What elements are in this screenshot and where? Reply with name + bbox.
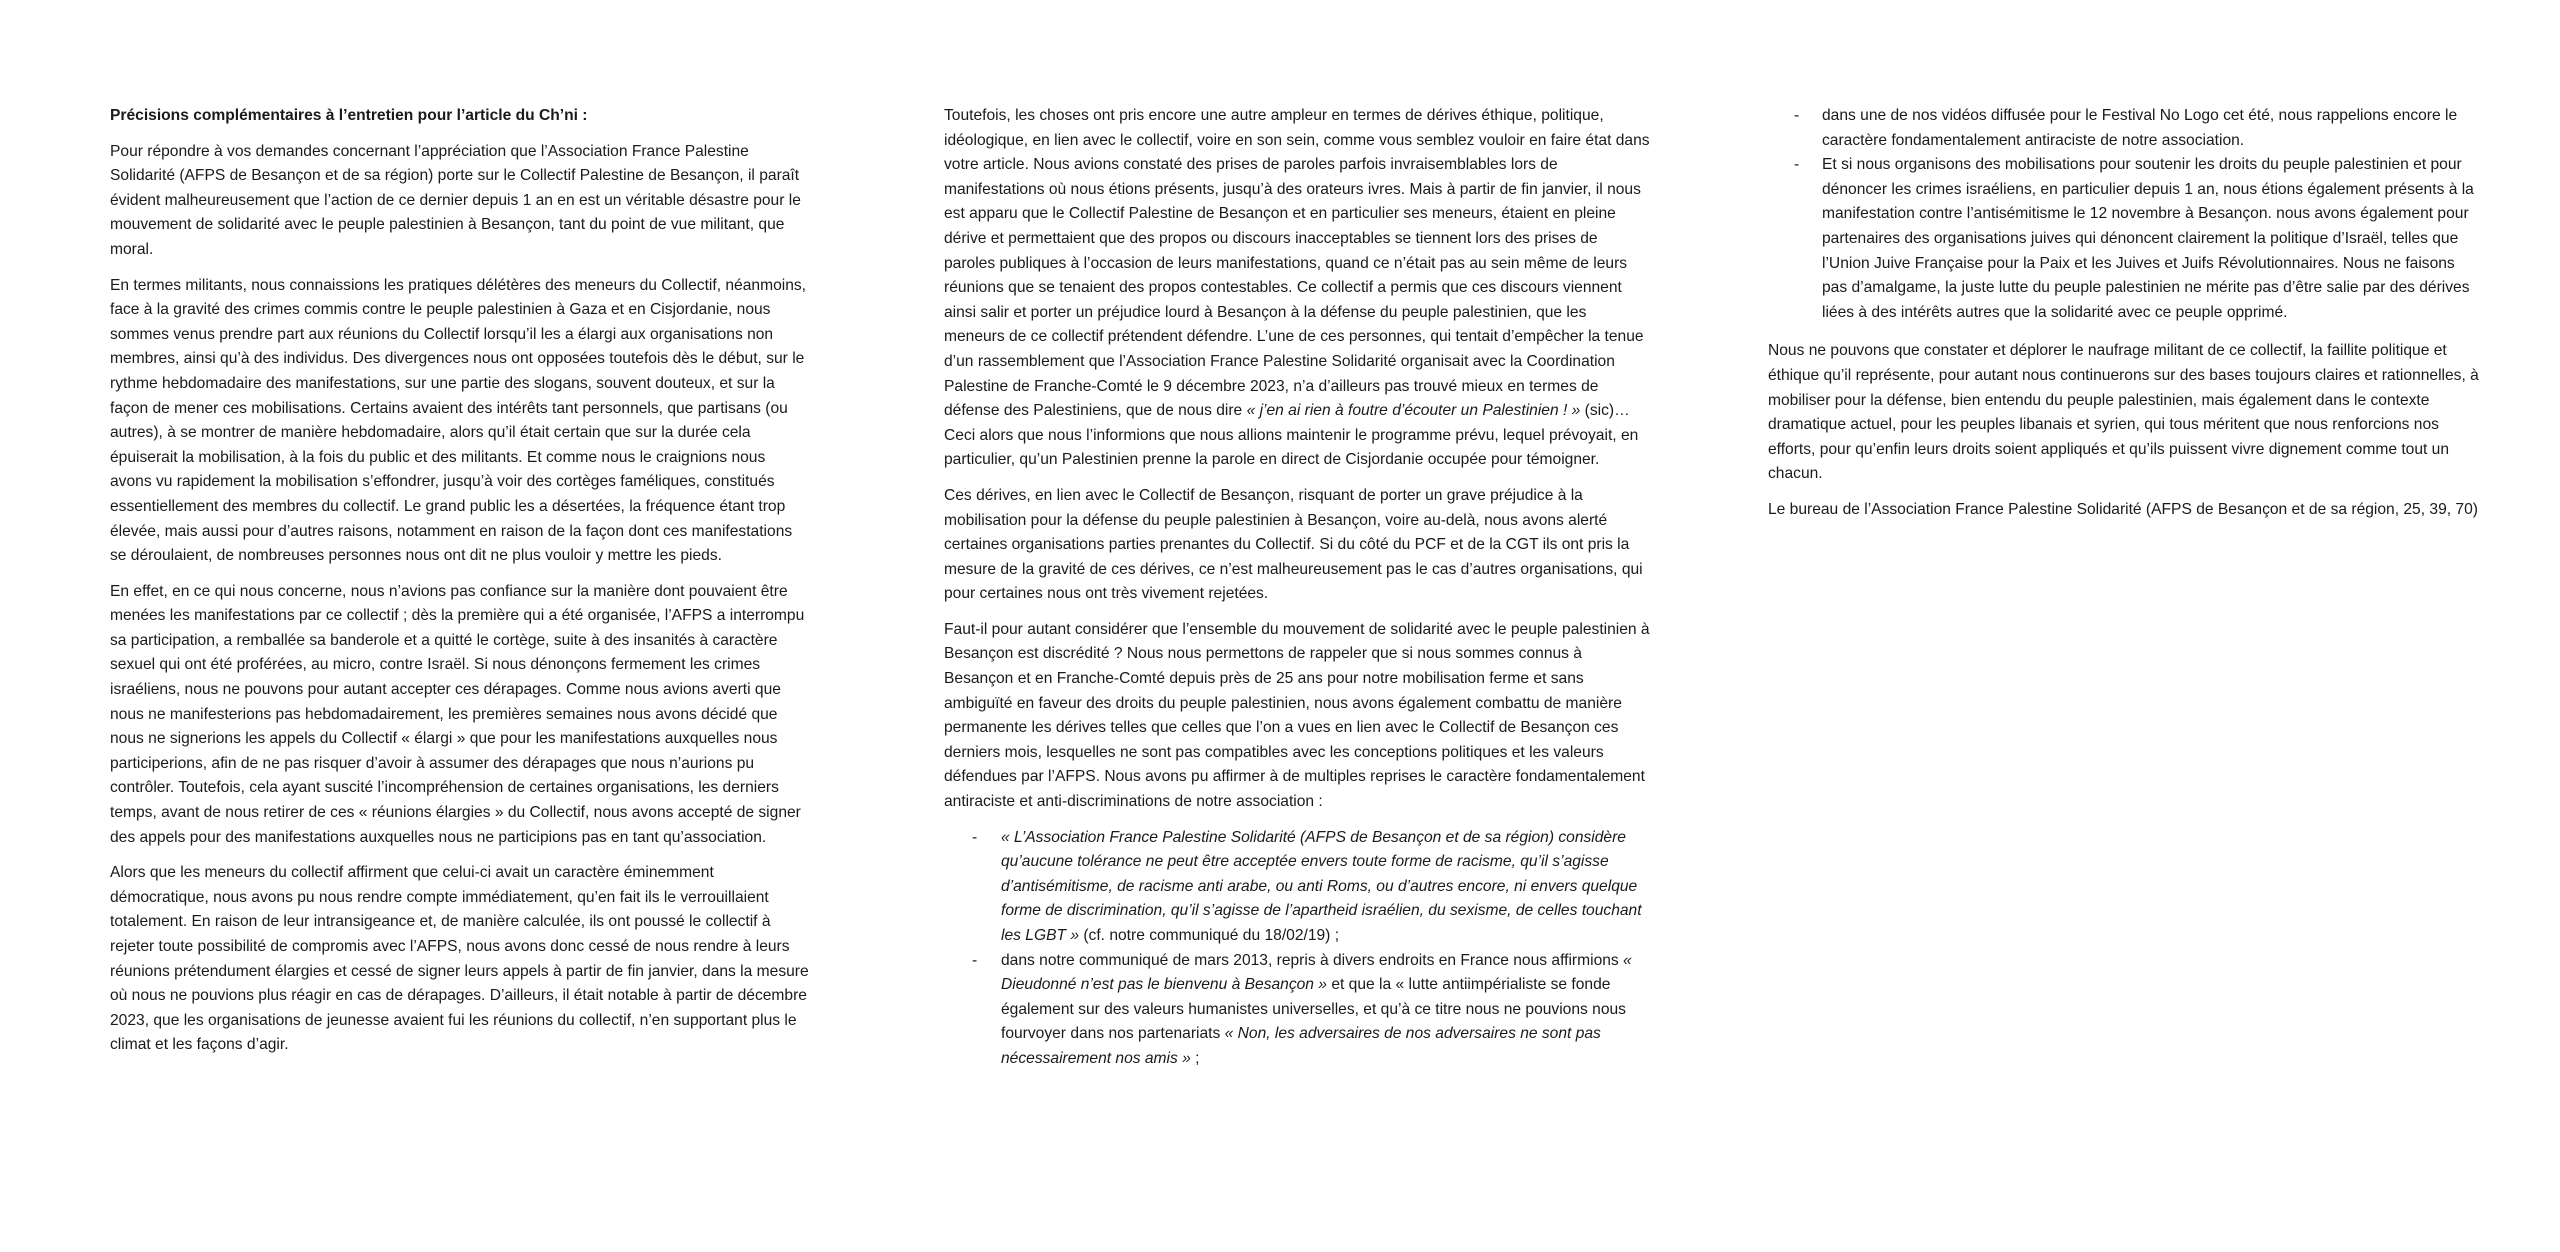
quote-dieudonne: « Dieudonné n’est pas le bienvenu à Besançon » xyxy=(1001,951,1632,994)
statement-2013-text: dans notre communiqué de mars 2013, repris à divers endroits en France nous affirmions xyxy=(1001,951,1624,969)
statement-reference: (cf. notre communiqué du 18/02/19) ; xyxy=(1079,927,1340,944)
statements-list-continued xyxy=(1794,104,2480,325)
paragraph-drifts-text: Toutefois, les choses ont pris encore une autre ampleur en termes de dérives éthique, politique, idéologique, en lien avec le collectif, voire en son sein, comme vous semblez vouloir en faire état dans votre article. Nous avions constaté des prises de paroles parfois invraisemblables lors de manifestations où nous étions présents, jusqu’à des orateurs ivres. Mais à partir de fin janvier, il nous est apparu que le Collectif Palestine de Besançon et en particulier ses meneurs, étaient en pleine dérive et permettaient que des propos ou discours inacceptables se tiennent lors des prises de paroles publiques à l’occasion de leurs manifestations, quand ce n’était pas au sein même de leurs réunions que se tenaient des propos contestables. Ce collectif a permis que ces discours viennent ainsi salir et porter un préjudice lourd à Besançon à la défense du peuple palestinien, que les meneurs de ce collectif prétendent défendre. L’une de ces personnes, qui tentait d’empêcher la tenue d’un rassemblement que l’Association France Palestine Solidarité organisait avec la Coordination Palestine de Franche-Comté le 9 décembre 2023, n’a d’ailleurs pas trouvé mieux en termes de défense des Palestiniens, que de nous dire xyxy=(944,107,1650,420)
list-item xyxy=(972,826,1650,949)
paragraph-solidarity-movement: Faut-il pour autant considérer que l’ensemble du mouvement de solidarité avec le peuple palestinien à Besançon est discrédité ? Nous nous permettons de rappeler que si nous sommes connus à Besançon et en Franche-Comté depuis près de 25 ans pour notre mobilisation ferme et sans ambiguïté en faveur des droits du peuple palestinien, nous avons également combattu de manière permanente les dérives telles que celles que l’on a vues en lien avec le Collectif de Besançon ces derniers mois, lesquelles ne sont pas compatibles avec les conceptions politiques et les valeurs défendues par l’AFPS. Nous avons pu affirmer à de multiples reprises le caractère fondamentalement antiraciste et anti-discriminations de notre association : xyxy=(944,620,1650,811)
list-item xyxy=(972,949,1650,1072)
column-3 xyxy=(1768,104,2480,534)
paragraph-prejudice: Ces dérives, en lien avec le Collectif de Besançon, risquant de porter un grave préjudice à la mobilisation pour la défense du peuple palestinien à Besançon, voire au-delà, nous avons alerté certaines organisations parties prenantes du Collectif. Si du côté du PCF et de la CGT ils ont pris la mesure de la gravité de ces dérives, ce n’est malheureusement pas le cas d’autres organisations, qui pour certaines nous ont très vivement rejetées. xyxy=(944,486,1643,603)
signature: Le bureau de l’Association France Palestine Solidarité (AFPS de Besançon et de sa région, 25, 39, 70) xyxy=(1768,500,2478,518)
list-item xyxy=(1794,104,2480,153)
statement-2013-middle: et que la « lutte antiimpérialiste se fonde également sur des valeurs humanistes universelles, et qu’à ce titre nous ne pouvions nous fourvoyer dans nos partenariats xyxy=(1001,976,1626,1043)
column-2 xyxy=(944,104,1650,1086)
statements-list xyxy=(972,826,1650,1072)
quote-palestinien: « j’en ai rien à foutre d’écouter un Palestinien ! » xyxy=(1246,402,1581,420)
quote-afps-statement: « L’Association France Palestine Solidarité (AFPS de Besançon et de sa région) considère qu’aucune tolérance ne peut être acceptée envers toute forme de racisme, qu’il s’agisse d’antisémitisme, de racisme anti arabe, ou anti Roms, ou d’autres encore, ni envers quelque forme de discrimination, qu’il s’agisse de l’apartheid israélien, du sexisme, de celles touchant les LGBT » xyxy=(1001,828,1642,944)
paragraph-militant-terms: En termes militants, nous connaissions les pratiques délétères des meneurs du Collectif, néanmoins, face à la gravité des crimes commis contre le peuple palestinien à Gaza et en Cisjordanie, nous sommes venus prendre part aux réunions du Collectif lorsqu’il les a élargi aux organisations non membres, ainsi qu’à des individus. Des divergences nous ont opposées toutefois dès le début, sur le rythme hebdomadaire des manifestations, sur une partie des slogans, souvent douteux, et sur la façon de mener ces mobilisations. Certains avaient des intérêts tant personnels, que partisans (ou autres), à se montrer de manière hebdomadaire, alors qu’il était certain que sur la durée cela épuiserait la mobilisation, à la fois du public et des militants. Et comme nous le craignions nous avons vu rapidement la mobilisation s’effondrer, jusqu’à voir des cortèges faméliques, constitués essentiellement des membres du collectif. Le grand public les a désertées, la fréquence étant trop élevée, mais aussi pour d’autres raisons, notamment en raison de la façon dont ces manifestations se déroulaient, de nombreuses personnes nous ont dit ne plus vouloir y mettre les pieds. xyxy=(110,276,807,565)
paragraph-in-effect: En effet, en ce qui nous concerne, nous n’avions pas confiance sur la manière dont pouvaient être menées les manifestations par ce collectif ; dès la première qui a été organisée, l’AFPS a interrompu sa participation, a remballée sa banderole et a quitté le cortège, suite à des insanités à caractère sexuel qui ont été proférées, au micro, contre Israël. Si nous dénonçons fermement les crimes israéliens, nous ne pouvons pour autant accepter ces dérapages. Comme nous avions averti que nous ne manifesterions pas hebdomadairement, les premières semaines nous avons décidé que nous ne signerions les appels du Collectif « élargi » que pour les manifestations auxquelles nous participerions, afin de ne pas risquer d’avoir à assumer des dérapages que nous n’aurions pu contrôler. Toutefois, cela ayant suscité l’incompréhension de certaines organisations, les derniers temps, avant de nous retirer de ces « réunions élargies » du Collectif, nous avons accepté de signer des appels pour des manifestations auxquelles nous ne participions pas en tant qu’association. xyxy=(110,582,805,846)
list-item xyxy=(1794,153,2480,325)
statement-festival: dans une de nos vidéos diffusée pour le Festival No Logo cet été, nous rappelions encore le caractère fondamentalement antiraciste de notre association. xyxy=(1822,107,2458,149)
quote-adversaires: « Non, les adversaires de nos adversaires ne sont pas nécessairement nos amis » xyxy=(1001,1025,1601,1067)
paragraph-leaders: Alors que les meneurs du collectif affirment que celui-ci avait un caractère éminemment démocratique, nous avons pu nous rendre compte immédiatement, qu’en fait ils le verrouillaient totalement. En raison de leur intransigeance et, de manière calculée, ils ont poussé le collectif à rejeter toute possibilité de compromis avec l’AFPS, nous avons donc cessé de nous rendre à leurs réunions prétendument élargies et cessé de signer leurs appels à partir de fin janvier, dans la mesure où nous ne pouvions plus réagir en cas de dérapages. D’ailleurs, il était notable à partir de décembre 2023, que les organisations de jeunesse avaient fui les réunions du collectif, n’en supportant plus le climat et les façons d’agir. xyxy=(110,864,809,1054)
statement-2013-end: ; xyxy=(1190,1049,1200,1067)
dash-bullet: - xyxy=(1794,156,1800,174)
paragraph-drifts xyxy=(944,104,1650,473)
paragraph-conclusion: Nous ne pouvons que constater et déplorer le naufrage militant de ce collectif, la faillite politique et éthique qu’il représente, pour autant nous continuerons sur des bases toujours claires et rationnelles, à mobiliser pour la défense, bien entendu du peuple palestinien, mais également dans le contexte dramatique actuel, pour les peuples libanais et syrien, qui tous méritent que nous renforcions nos efforts, pour qu’enfin leurs droits soient appliqués et qu’ils puissent vivre dignement comme tout un chacun. xyxy=(1768,342,2479,483)
paragraph-intro: Pour répondre à vos demandes concernant l’appréciation que l’Association France Palestine Solidarité (AFPS de Besançon et de sa région) porte sur le Collectif Palestine de Besançon, il paraît évident malheureusement que l’action de ce dernier depuis 1 an en est un véritable désastre pour le mouvement de solidarité avec le peuple palestinien à Besançon, tant du point de vue militant, que moral. xyxy=(110,142,801,258)
document-title: Précisions complémentaires à l’entretien pour l’article du Ch’ni : xyxy=(110,107,588,124)
dash-bullet: - xyxy=(972,828,978,846)
paragraph-drifts-end: (sic)… Ceci alors que nous l’informions que nous allions maintenir le programme prévu, lequel prévoyait, en particulier, qu’un Palestinien prenne la parole en direct de Cisjordanie occupée pour témoigner. xyxy=(944,402,1639,469)
dash-bullet: - xyxy=(972,951,978,969)
column-1 xyxy=(110,104,810,1069)
statement-mobilisations: Et si nous organisons des mobilisations pour soutenir les droits du peuple palestinien et pour dénoncer les crimes israéliens, en particulier depuis 1 an, nous étions également présents à la manifestation contre l’antisémitisme le 12 novembre à Besançon. nous avons également pour partenaires des organisations juives qui dénoncent clairement la politique d’Israël, telles que l’Union Juive Française pour la Paix et les Juives et Juifs Révolutionnaires. Nous ne faisons pas d’amalgame, la juste lutte du peuple palestinien ne mérite pas d’être salie par des dérives liées à des intérêts autres que la solidarité avec ce peuple opprimé. xyxy=(1822,156,2474,321)
dash-bullet: - xyxy=(1794,107,1800,124)
